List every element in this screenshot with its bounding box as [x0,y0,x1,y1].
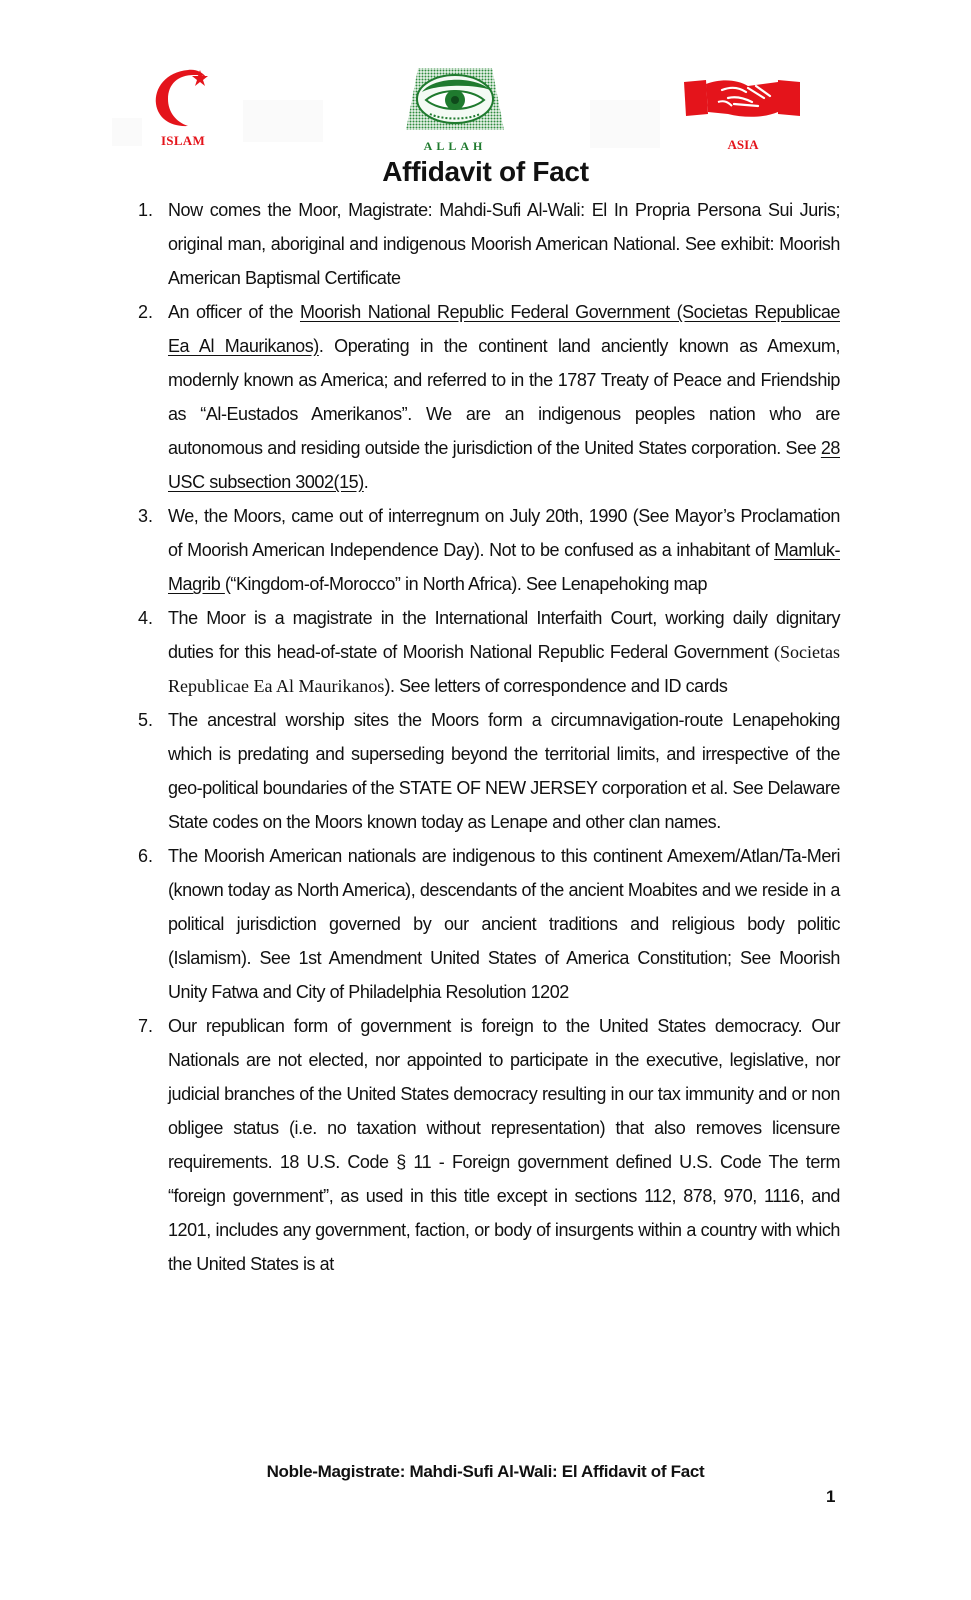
text-run: Now comes the Moor, Magistrate: Mahdi-Sufi Al-Wali: El In Propria Persona Sui Juris; original man, aboriginal and indigenous Moorish American National. See exhibit: Moorish American Baptismal Certificate [168,200,840,288]
allah-logo-label: ALLAH [423,139,487,153]
asia-logo [678,74,808,153]
text-run: An officer of the [168,302,300,322]
text-run: The Moorish American nationals are indigenous to this continent Amexem/Atlan/Ta-Meri (known today as North America), descendants of the ancient Moabites and we reside in a political jurisdiction governed by our ancient traditions and religious body politic (Islamism). See 1st Amendment United States of America Constitution; See Moorish Unity Fatwa and City of Philadelphia Resolution 1202 [168,846,840,1002]
scan-artifact [243,100,323,142]
list-item [138,601,840,703]
islam-logo-label: ISLAM [160,133,206,148]
item-text [168,295,840,499]
list-item [138,295,840,499]
text-run: . [363,472,369,492]
item-number: 1. [138,200,154,220]
item-text [168,839,840,1009]
text-run: ). See letters of correspondence and ID cards [384,676,728,696]
scan-artifact [112,118,142,146]
islam-logo [148,66,218,149]
text-run: The ancestral worship sites the Moors form a circumnavigation-route Lenapehoking which is predating and superseding beyond the territorial limits, and irrespective of the geo-political boundaries of the STATE OF NEW JERSEY corporation et al. See Delaware State codes on the Moors known today as Lenape and other clan names. [168,710,840,832]
reference-link[interactable]: Mamluk-Magrib [168,540,840,594]
asia-logo-label: ASIA [727,137,759,152]
latin-name-text: (Societas Republicae Ea Al Maurikanos [168,642,840,696]
handshake-icon [678,74,808,124]
item-number: 2. [138,302,154,322]
text-run: The Moor is a magistrate in the International Interfaith Court, working daily dignitary duties for this head-of-state of Moorish National Republic Federal Government [168,608,840,662]
item-text [168,499,840,601]
document-title: Affidavit of Fact [382,156,589,187]
item-number: 3. [138,506,154,526]
footer-text: Noble-Magistrate: Mahdi-Sufi Al-Wali: El Affidavit of Fact [266,1462,705,1481]
list-item [138,703,840,839]
text-run: Our republican form of government is foreign to the United States democracy. Our Nationals are not elected, nor appointed to participate in the executive, legislative, nor judicial branches of the United States democracy resulting in our tax immunity and or non obligee status (i.e. no taxation without representation) that also removes licensure requirements. 18 U.S. Code § 11 - Foreign government defined U.S. Code The term “foreign government”, as used in this title except in sections 112, 878, 970, 1116, and 1201, includes any government, faction, or body of insurgents within a country with which the United States is at [168,1016,840,1274]
list-item [138,1009,840,1281]
text-run: . Operating in the continent land anciently known as Amexum, modernly known as America; and referred to in the 1787 Treaty of Peace and Friendship as “Al-Eustados Amerikanos”. We are an indigenous peoples nation who are autonomous and residing outside the jurisdiction of the United States corporation. See [168,336,840,458]
list-item [138,839,840,1009]
crescent-star-icon [148,66,218,128]
list-item [138,193,840,295]
item-number: 4. [138,608,154,628]
eye-pyramid-icon [400,66,510,132]
item-text [168,601,840,703]
reference-link[interactable]: 28 USC subsection 3002(15) [168,438,840,492]
item-text [168,703,840,839]
allah-logo [400,66,510,154]
scan-artifact [590,100,660,148]
text-run: (“Kingdom-of-Morocco” in North Africa). See Lenapehoking map [224,574,708,594]
item-number: 6. [138,846,154,866]
item-text [168,193,840,295]
reference-link[interactable]: Moorish National Republic Federal Government (Societas Republicae Ea Al Maurikanos) [168,302,840,356]
item-number: 5. [138,710,154,730]
item-number: 7. [138,1016,154,1036]
item-text [168,1009,840,1281]
list-item [138,499,840,601]
affidavit-items-list [138,193,840,1281]
text-run: We, the Moors, came out of interregnum on July 20th, 1990 (See Mayor’s Proclamation of Moorish American Independence Day). Not to be confused as a inhabitant of [168,506,840,560]
page-number: 1 [826,1487,836,1506]
